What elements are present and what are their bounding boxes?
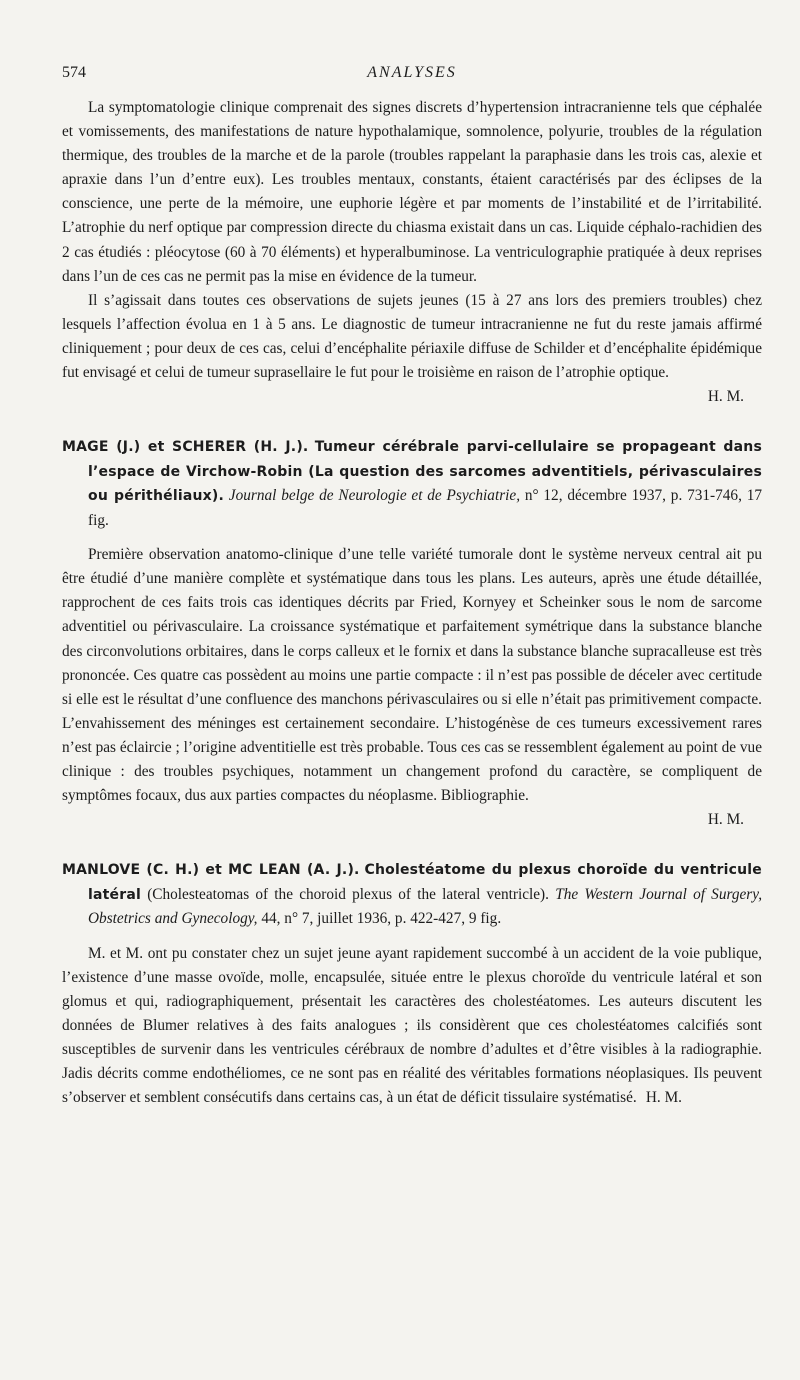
entry-abstract-text: M. et M. ont pu constater chez un sujet jeune ayant rapidement succombé à un accident de la voie publique, l’existence d’une masse ovoïde, molle, encapsulée, située entre le plexus choroïde du ventricule latéral et son glomus et qui, radiographiquement, présentait les caractères des cholestéatomes. Les auteurs discutent les données de Blumer relatives à des faits analogues ; ils considèrent que ces cholestéatomes calcifiés sont susceptibles de survenir dans les ventricules cérébraux de nombre d’adultes et d’être visibles à la radiographie. Jadis décrits comme endothéliomes, ce ne sont pas en réalité des véritables formations néoplasiques. Ils peuvent s’observer et semblent consécutifs dans certains cas, à un état de déficit tissulaire systématisé. (62, 944, 762, 1107)
entry-manlove-mclean (62, 858, 762, 1110)
intro-paragraph-2: Il s’agissait dans toutes ces observations de sujets jeunes (15 à 27 ans lors des premiers troubles) chez lesquels l’affection évolua en 1 à 5 ans. Le diagnostic de tumeur intracranienne ne fut du reste jamais affirmé cliniquement ; pour deux de ces cas, celui d’encéphalite périaxile diffuse de Schilder et d’encéphalite épidémique fut envisagé et celui de tumeur suprasellaire le fut pour le troisième en raison de l’atrophie optique. (62, 291, 762, 382)
citation (62, 435, 762, 533)
entry-journal: Journal belge de Neurologie et de Psychiatrie, (228, 487, 521, 505)
entry-signature: H. M. (707, 811, 744, 829)
entry-signature: H. M. (645, 1089, 682, 1107)
running-header (62, 60, 762, 86)
entry-title: Tumeur cérébrale parvi-cellulaire se propageant dans l’espace de Virchow-Robin (La question des sarcomes adventitiels, périvasculaires ou périthéliaux). (88, 439, 762, 505)
entry-title: Cholestéatome du plexus choroïde du ventricule latéral (88, 862, 762, 903)
intro-signature: H. M. (707, 388, 744, 406)
running-title: ANALYSES (367, 64, 457, 81)
entry-abstract: Première observation anatomo-clinique d’une telle variété tumorale dont le système nerveux central ait pu être étudié d’une manière complète et systématique dans tous les plans. Les auteurs, après une étude détaillée, rapprochent de ces faits trois cas identiques décrits par Fried, Kornyey et Scheinker sous le nom de sarcome adventitiel ou périvasculaire. La croissance systématique et parfaitement symétrique dans la substance blanche des circonvolutions orbitaires, dans le corps calleux et le fornix et dans la substance blanche supracalleuse est très prononcée. Ces quatre cas possèdent au moins une partie compacte : il n’est pas possible de déceler avec certitude si elle est le résultat d’une confluence des manchons périvasculaires ou si elle n’était pas primitivement compacte. L’envahissement des méninges est certainement secondaire. L’histogénèse de ces tumeurs excessivement rares n’est pas éclaircie ; l’origine adventitielle est très probable. Tous ces cas se ressemblent également au point de vue clinique : des troubles psychiques, notamment un changement profond du caractère, se compliquent de symptômes focaux, dus aux parties compactes du néoplasme. Bibliographie. (62, 546, 762, 805)
entry-authors: MANLOVE (C. H.) et MC LEAN (A. J.). (62, 862, 360, 879)
journal-page (62, 60, 762, 1110)
citation (62, 858, 762, 932)
entry-journal: The Western Journal of Surgery, Obstetrics and Gynecology, (88, 885, 763, 928)
intro-section (62, 96, 762, 409)
entry-translated-title: (Cholesteatomas of the choroid plexus of the lateral ventricle). (147, 885, 549, 903)
page-number: 574 (62, 64, 86, 81)
entry-abstract (62, 942, 762, 1111)
entry-details: n° 12, décembre 1937, p. 731-746, 17 fig. (88, 487, 762, 529)
entry-mage-scherer (62, 435, 762, 832)
entry-authors: MAGE (J.) et SCHERER (H. J.). (62, 439, 309, 456)
entry-details: 44, n° 7, juillet 1936, p. 422-427, 9 fig. (261, 910, 502, 928)
intro-paragraph-1: La symptomatologie clinique comprenait des signes discrets d’hypertension intracranienne tels que céphalée et vomissements, des manifestations de nature hypothalamique, somnolence, polyurie, troubles de la régulation thermique, des troubles de la marche et de la parole (troubles rappelant la paraphasie dans les trois cas, alexie et apraxie dans l’un d’entre eux). Les troubles mentaux, constants, étaient caractérisés par des éclipses de la conscience, une perte de la mémoire, une euphorie légère et par moments de l’instabilité et de l’irritabilité. L’atrophie du nerf optique par compression directe du chiasma existait dans un cas. Liquide céphalo-rachidien des 2 cas étudiés : pléocytose (60 à 70 éléments) et hyperalbuminose. La ventriculographie pratiquée à deux reprises dans l’un de ces cas ne permit pas la mise en évidence de la tumeur. (62, 99, 762, 285)
